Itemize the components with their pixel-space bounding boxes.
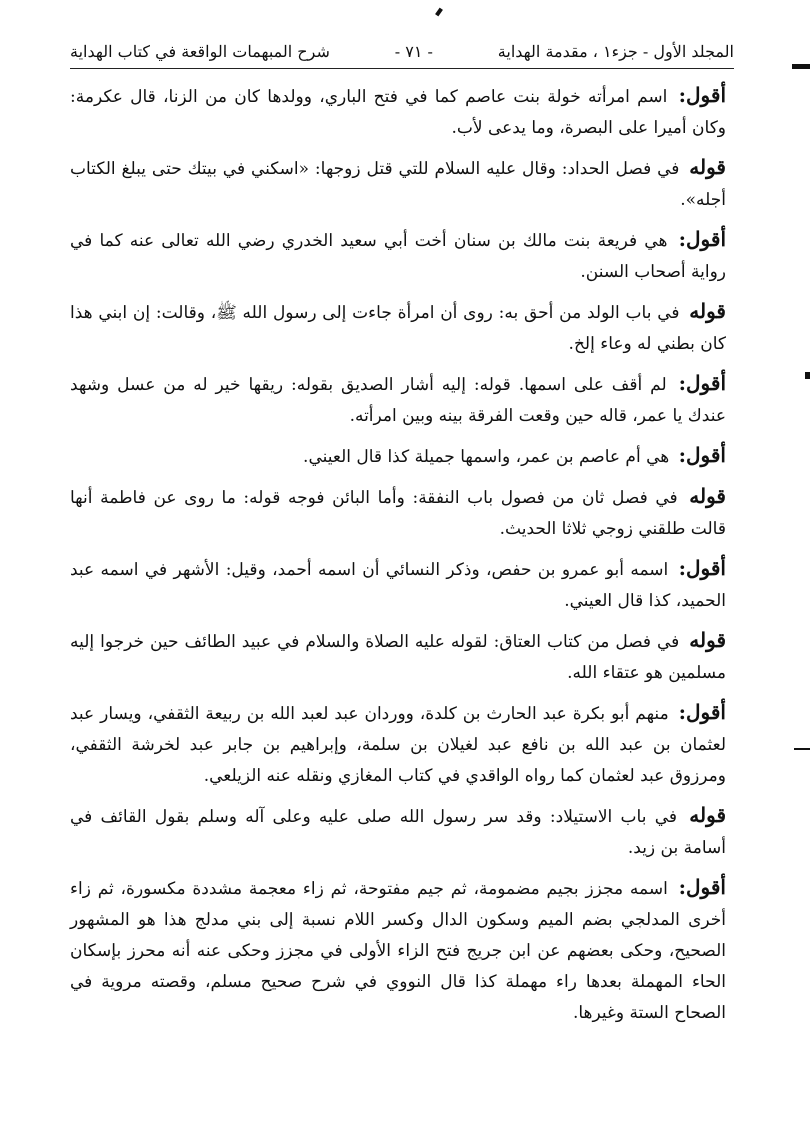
paragraph xyxy=(70,481,726,545)
paragraph-text: في باب الولد من أحق به: روى أن امرأة جاءت إلى رسول الله ﷺ، وقالت: إن ابني هذا كان بطني له وعاء إلخ. xyxy=(70,303,726,354)
paragraph-text: في باب الاستيلاد: وقد سر رسول الله صلى عليه وعلى آله وسلم بقول القائف في أسامة بن زيد. xyxy=(70,807,726,858)
paragraph-lead: أقول: xyxy=(678,371,727,395)
paragraph-text: هي فريعة بنت مالك بن سنان أخت أبي سعيد الخدري رضي الله تعالى عنه كما في رواية أصحاب السنن. xyxy=(70,231,726,282)
paragraph-lead: قوله xyxy=(689,484,726,508)
paragraph xyxy=(70,553,726,617)
page-number: - ٧١ - xyxy=(394,41,433,61)
paragraph xyxy=(70,152,726,216)
paragraph xyxy=(70,368,726,432)
paragraph-lead: قوله xyxy=(689,155,726,179)
paragraph-lead: قوله xyxy=(689,628,727,652)
paragraph-text: اسم امرأته خولة بنت عاصم كما في فتح الباري، وولدها كان من الزنا، قال عكرمة: وكان أميرا على البصرة، وما يدعى لأب. xyxy=(70,87,726,138)
paragraph-lead: أقول: xyxy=(678,227,727,251)
paragraph xyxy=(70,872,726,1029)
scan-mark xyxy=(435,8,443,17)
paragraph-text: منهم أبو بكرة عبد الحارث بن كلدة، ووردان عبد لعبد الله بن ربيعة الثقفي، ويسار عبد لعثمان بن عبد الله بن نافع عبد لغيلان بن سلمة، وإبراهيم بن جابر عبد لخرشة الثقفي، ومرزوق عبد لعثمان كما رواه الواقدي في كتاب المغازي ونقله عنه الزيلعي. xyxy=(70,704,726,786)
paragraph-text: اسمه أبو عمرو بن حفص، وذكر النسائي أن اسمه أحمد، وقيل: الأشهر في اسمه عبد الحميد، كذا قال العيني. xyxy=(70,560,726,611)
paragraph-text: لم أقف على اسمها. قوله: إليه أشار الصديق بقوله: ريقها خير له من عسل وشهد عندك يا عمر، قاله حين وقعت الفرقة بينه وبين امرأته. xyxy=(70,375,726,426)
scan-mark xyxy=(805,372,810,379)
paragraph-text: في فصل ثان من فصول باب النفقة: وأما البائن فوجه قوله: ما روى عن فاطمة أنها قالت طلقني زوجي ثلاثا الحديث. xyxy=(70,488,726,539)
paragraph xyxy=(70,625,726,689)
paragraph xyxy=(70,800,726,864)
paragraph-text: اسمه مجزز بجيم مضمومة، ثم جيم مفتوحة، ثم زاء معجمة مشددة مكسورة، ثم زاء أخرى المدلجي بضم الميم وسكون الدال وكسر اللام نسبة إلى بني مدلج هذا هو المشهور الصحيح، وحكى بعضهم عن ابن جريج فتح الزاء الأولى في مجزز وحكى عنه أنه محرز بإسكان الحاء المهملة بعدها راء مهملة كذا قال النووي في شرح صحيح مسلم، وقصته مروية في الصحاح الستة وغيرها. xyxy=(70,879,726,1023)
running-header xyxy=(70,34,734,69)
paragraph xyxy=(70,80,726,144)
paragraph xyxy=(70,440,726,473)
header-book-title: شرح المبهمات الواقعة في كتاب الهداية xyxy=(70,41,330,61)
paragraph-text: في فصل الحداد: وقال عليه السلام للتي قتل زوجها: «اسكني في بيتك حتى يبلغ الكتاب أجله». xyxy=(70,159,726,210)
paragraph-lead: أقول: xyxy=(678,443,726,467)
paragraph xyxy=(70,224,726,288)
paragraph-lead: أقول: xyxy=(678,556,726,580)
paragraph-lead: أقول: xyxy=(678,875,726,899)
paragraph xyxy=(70,697,726,792)
page-body xyxy=(70,80,726,1037)
paragraph-text: هي أم عاصم بن عمر، واسمها جميلة كذا قال العيني. xyxy=(303,447,670,467)
paragraph-text: في فصل من كتاب العتاق: لقوله عليه الصلاة والسلام في عبيد الطائف حين خرجوا إليه مسلمين هو عتقاء الله. xyxy=(70,632,726,683)
paragraph-lead: أقول: xyxy=(678,700,726,724)
paragraph-lead: قوله xyxy=(689,803,727,827)
scan-mark xyxy=(792,64,810,69)
scan-mark xyxy=(794,748,810,750)
paragraph-lead: قوله xyxy=(689,299,726,323)
header-volume-info: المجلد الأول - جزء١ ، مقدمة الهداية xyxy=(497,41,734,61)
paragraph xyxy=(70,296,726,360)
paragraph-lead: أقول: xyxy=(678,83,727,107)
